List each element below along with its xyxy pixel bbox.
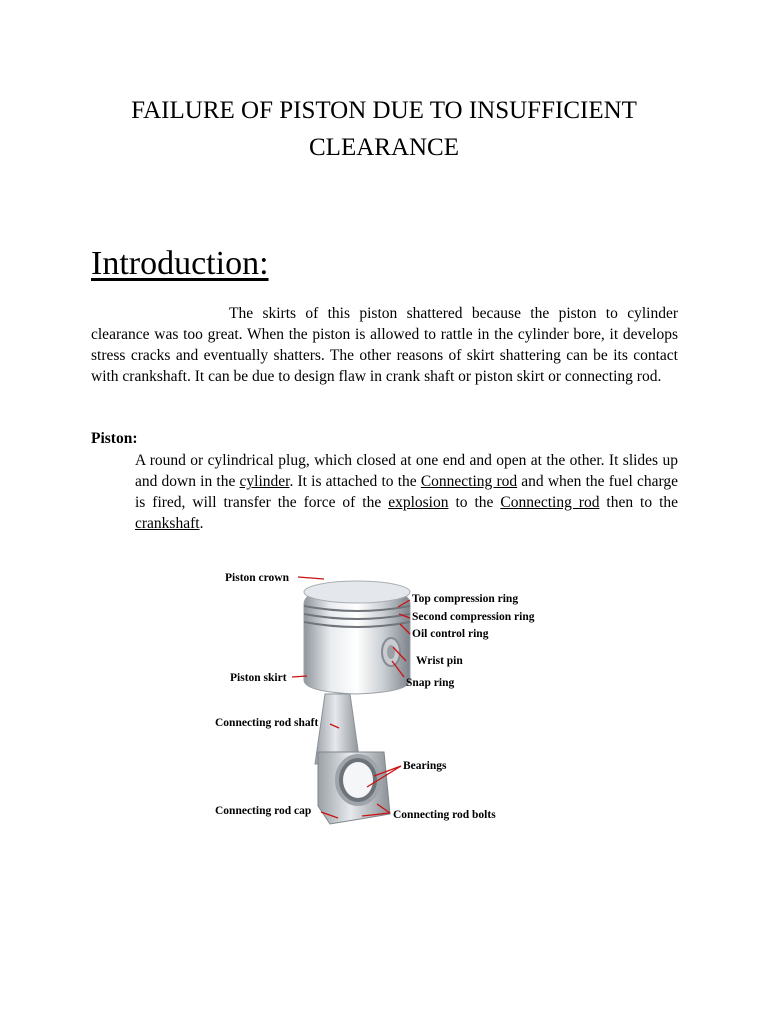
piston-text-part-6: . (199, 515, 204, 532)
label-piston-crown: Piston crown (225, 572, 289, 584)
connecting-rod-link-2[interactable]: Connecting rod (500, 494, 600, 511)
leader-piston-crown (298, 577, 324, 579)
title-line-2: CLEARANCE (309, 134, 459, 161)
document-title (60, 92, 708, 166)
label-connecting-rod-cap: Connecting rod cap (215, 805, 312, 817)
connecting-rod-link-1[interactable]: Connecting rod (420, 473, 518, 490)
piston-diagram (212, 556, 547, 836)
introduction-paragraph: The skirts of this piston shattered because the piston to cylinder clearance was too great. When the piston is allowed to rattle in the cylinder bore, it develops stress cracks and eventually shatters. The other reasons of skirt shattering can be its contact with crankshaft. It can be due to design flaw in crank shaft or piston skirt or connecting rod. (91, 305, 678, 385)
label-connecting-rod-bolts: Connecting rod bolts (393, 809, 496, 821)
label-wrist-pin: Wrist pin (416, 655, 463, 667)
label-snap-ring: Snap ring (406, 677, 455, 689)
label-oil-control-ring: Oil control ring (412, 628, 489, 640)
piston-text-part-5: then to the (599, 494, 679, 511)
piston-text-part-4: to the (448, 494, 501, 511)
bearing-bore (343, 762, 373, 798)
piston-text-part-2: . It is attached to the (289, 473, 421, 490)
piston-paragraph (135, 450, 678, 534)
label-top-compression-ring: Top compression ring (412, 593, 519, 605)
title-line-1: FAILURE OF PISTON DUE TO INSUFFICIENT (131, 97, 637, 124)
label-piston-skirt: Piston skirt (230, 672, 287, 684)
introduction-heading: Introduction: (91, 245, 269, 282)
piston-heading: Piston: (91, 430, 138, 447)
piston-text-part-1: A round or cylindrical plug, which closed at one end and open at the other. It slides up and down in the (135, 452, 678, 490)
piston-text-part-3: and when the fuel charge is fired, will transfer the force of the (135, 473, 678, 511)
cylinder-link[interactable]: cylinder (239, 473, 290, 490)
piston-crown-shape (304, 581, 410, 603)
label-bearings: Bearings (403, 760, 447, 772)
crankshaft-link[interactable]: crankshaft (135, 515, 200, 532)
explosion-link[interactable]: explosion (388, 494, 449, 511)
label-connecting-rod-shaft: Connecting rod shaft (215, 717, 319, 729)
label-second-compression-ring: Second compression ring (412, 611, 535, 623)
